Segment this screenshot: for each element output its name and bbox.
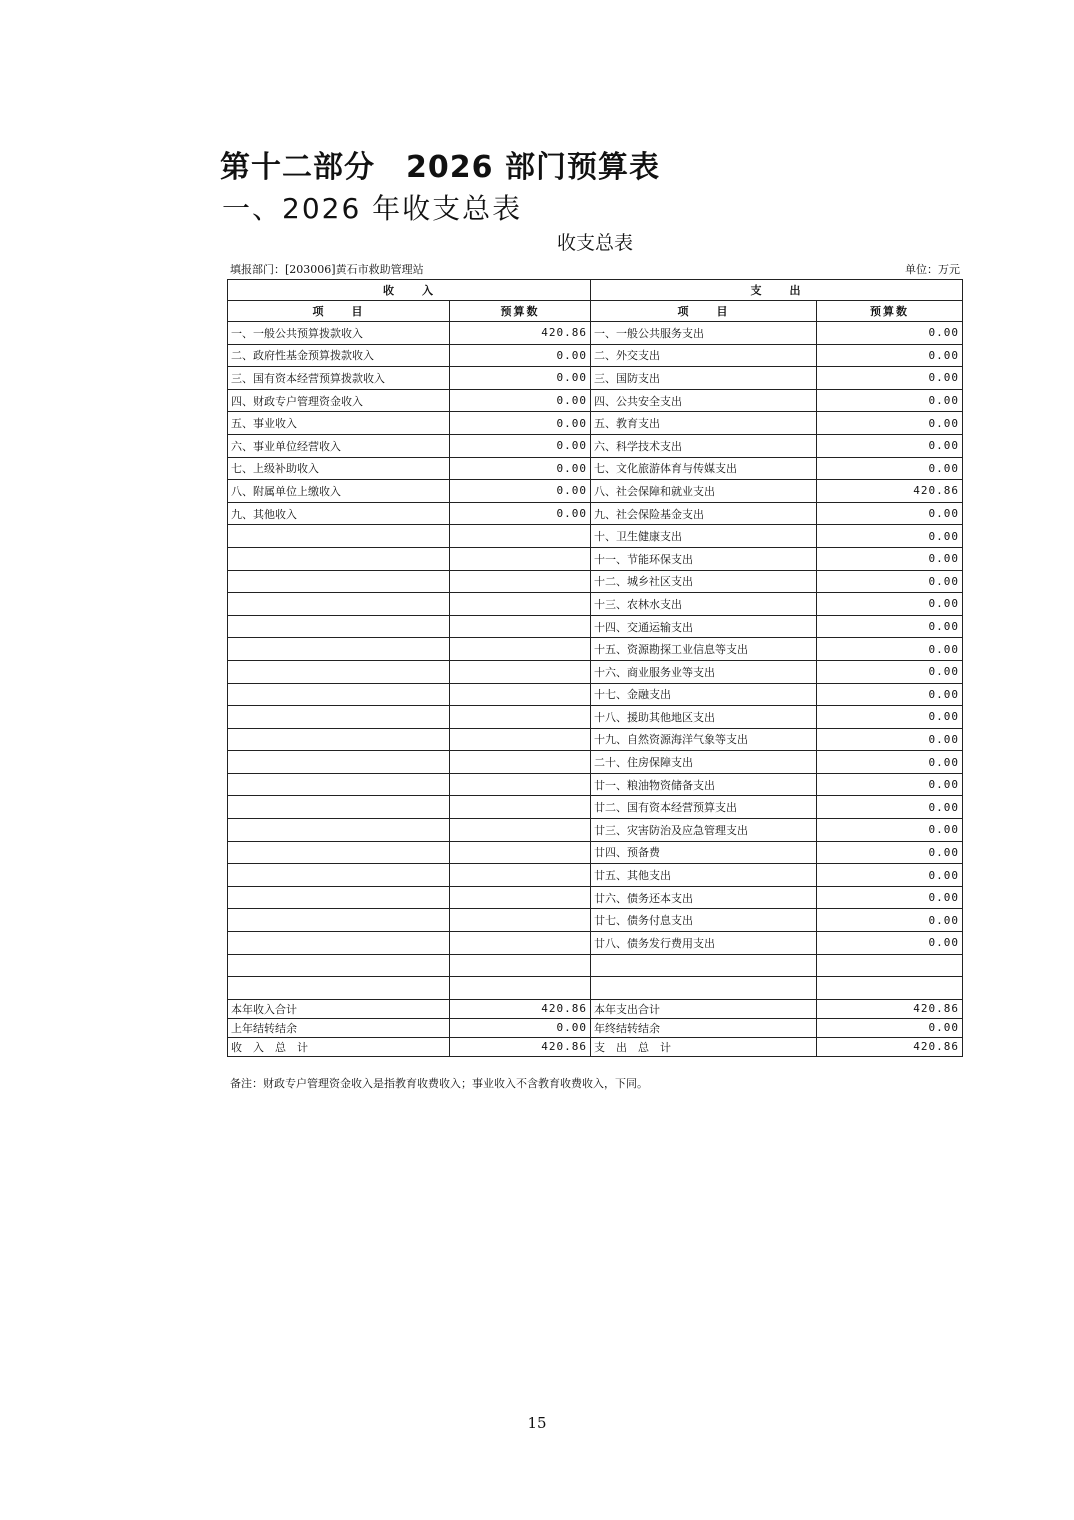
expense-amount-cell: 0.00 bbox=[817, 570, 963, 593]
income-amount-cell: 0.00 bbox=[450, 1018, 591, 1037]
table-row bbox=[228, 525, 963, 548]
expense-item-cell bbox=[591, 954, 817, 977]
expense-item-cell: 二十、住房保障支出 bbox=[591, 751, 817, 774]
income-item-cell bbox=[228, 796, 450, 819]
expense-amount-cell bbox=[817, 977, 963, 1000]
income-item-cell bbox=[228, 547, 450, 570]
expense-item-cell: 三、国防支出 bbox=[591, 367, 817, 390]
table-row bbox=[228, 819, 963, 842]
expense-amount-cell: 0.00 bbox=[817, 864, 963, 887]
expense-item-cell: 廿二、国有资本经营预算支出 bbox=[591, 796, 817, 819]
income-amount-cell bbox=[450, 751, 591, 774]
income-item-cell bbox=[228, 570, 450, 593]
department-label: 填报部门：[203006]黄石市救助管理站 bbox=[230, 263, 424, 276]
expense-amount-cell: 0.00 bbox=[817, 525, 963, 548]
expense-amount-cell: 0.00 bbox=[817, 909, 963, 932]
income-amount-cell bbox=[450, 615, 591, 638]
income-item-cell: 三、国有资本经营预算拨款收入 bbox=[228, 367, 450, 390]
income-amount-cell: 0.00 bbox=[450, 502, 591, 525]
income-item-cell bbox=[228, 660, 450, 683]
expense-item-cell: 廿一、粮油物资储备支出 bbox=[591, 773, 817, 796]
income-item-cell bbox=[228, 706, 450, 729]
expense-amount-cell: 0.00 bbox=[817, 683, 963, 706]
expense-amount-cell: 0.00 bbox=[817, 412, 963, 435]
income-amount-cell bbox=[450, 841, 591, 864]
page-number: 15 bbox=[527, 1414, 547, 1432]
expense-amount-cell: 0.00 bbox=[817, 796, 963, 819]
income-item-cell bbox=[228, 841, 450, 864]
income-item-cell bbox=[228, 593, 450, 616]
income-item-cell: 四、财政专户管理资金收入 bbox=[228, 389, 450, 412]
expense-amount-cell: 0.00 bbox=[817, 1018, 963, 1037]
expense-item-cell: 廿六、债务还本支出 bbox=[591, 886, 817, 909]
table-row bbox=[228, 434, 963, 457]
income-item-cell bbox=[228, 819, 450, 842]
income-amount-header: 预算数 bbox=[450, 301, 591, 322]
expense-item-cell: 四、公共安全支出 bbox=[591, 389, 817, 412]
income-item-cell bbox=[228, 932, 450, 955]
table-row bbox=[228, 954, 963, 977]
income-amount-cell bbox=[450, 864, 591, 887]
expense-item-cell: 十、卫生健康支出 bbox=[591, 525, 817, 548]
income-amount-cell: 0.00 bbox=[450, 480, 591, 503]
income-item-cell bbox=[228, 683, 450, 706]
income-amount-cell: 420.86 bbox=[450, 999, 591, 1018]
table-title: 收支总表 bbox=[556, 232, 633, 254]
income-amount-cell bbox=[450, 954, 591, 977]
table-row bbox=[228, 683, 963, 706]
table-row bbox=[228, 706, 963, 729]
income-item-cell bbox=[228, 773, 450, 796]
table-row bbox=[228, 773, 963, 796]
income-item-cell: 一、一般公共预算拨款收入 bbox=[228, 322, 450, 345]
table-header-group bbox=[228, 280, 963, 301]
table-header-columns bbox=[228, 301, 963, 322]
income-item-cell: 九、其他收入 bbox=[228, 502, 450, 525]
table-row bbox=[228, 322, 963, 345]
expense-amount-header: 预算数 bbox=[817, 301, 963, 322]
income-header: 收 入 bbox=[228, 280, 591, 301]
table-row bbox=[228, 638, 963, 661]
income-item-cell bbox=[228, 525, 450, 548]
income-item-cell bbox=[228, 886, 450, 909]
expense-item-cell: 廿五、其他支出 bbox=[591, 864, 817, 887]
expense-item-cell: 廿三、灾害防治及应急管理支出 bbox=[591, 819, 817, 842]
income-amount-cell bbox=[450, 932, 591, 955]
expense-item-cell: 一、一般公共服务支出 bbox=[591, 322, 817, 345]
table-row bbox=[228, 864, 963, 887]
expense-amount-cell: 0.00 bbox=[817, 434, 963, 457]
expense-amount-cell: 0.00 bbox=[817, 660, 963, 683]
income-amount-cell: 0.00 bbox=[450, 412, 591, 435]
income-item-cell bbox=[228, 728, 450, 751]
expense-item-cell: 十九、自然资源海洋气象等支出 bbox=[591, 728, 817, 751]
footnote: 备注：财政专户管理资金收入是指教育收费收入；事业收入不含教育收费收入，下同。 bbox=[230, 1077, 648, 1090]
table-row bbox=[228, 909, 963, 932]
income-item-cell: 收 入 总 计 bbox=[228, 1037, 450, 1056]
income-amount-cell bbox=[450, 547, 591, 570]
table-row bbox=[228, 570, 963, 593]
total-row bbox=[228, 999, 963, 1018]
table-row bbox=[228, 728, 963, 751]
expense-amount-cell: 0.00 bbox=[817, 322, 963, 345]
expense-amount-cell: 0.00 bbox=[817, 819, 963, 842]
table-row bbox=[228, 344, 963, 367]
expense-amount-cell: 0.00 bbox=[817, 773, 963, 796]
income-amount-cell: 0.00 bbox=[450, 367, 591, 390]
table-row bbox=[228, 615, 963, 638]
table-row bbox=[228, 412, 963, 435]
income-amount-cell bbox=[450, 660, 591, 683]
income-amount-cell bbox=[450, 909, 591, 932]
expense-amount-cell: 0.00 bbox=[817, 615, 963, 638]
expense-item-cell: 九、社会保险基金支出 bbox=[591, 502, 817, 525]
income-item-cell bbox=[228, 615, 450, 638]
income-amount-cell bbox=[450, 706, 591, 729]
table-row bbox=[228, 367, 963, 390]
table-row bbox=[228, 796, 963, 819]
table-row bbox=[228, 457, 963, 480]
expense-item-cell: 支 出 总 计 bbox=[591, 1037, 817, 1056]
expense-amount-cell: 0.00 bbox=[817, 638, 963, 661]
expense-header: 支 出 bbox=[591, 280, 963, 301]
expense-item-header: 项 目 bbox=[591, 301, 817, 322]
income-amount-cell bbox=[450, 593, 591, 616]
income-amount-cell bbox=[450, 683, 591, 706]
budget-table bbox=[227, 279, 963, 1057]
income-item-cell bbox=[228, 864, 450, 887]
income-amount-cell: 420.86 bbox=[450, 1037, 591, 1056]
table-row bbox=[228, 502, 963, 525]
income-item-cell: 本年收入合计 bbox=[228, 999, 450, 1018]
expense-item-cell: 二、外交支出 bbox=[591, 344, 817, 367]
table-row bbox=[228, 886, 963, 909]
expense-item-cell: 十三、农林水支出 bbox=[591, 593, 817, 616]
expense-amount-cell: 0.00 bbox=[817, 728, 963, 751]
expense-item-cell: 本年支出合计 bbox=[591, 999, 817, 1018]
expense-amount-cell: 0.00 bbox=[817, 389, 963, 412]
expense-amount-cell: 420.86 bbox=[817, 999, 963, 1018]
table-row bbox=[228, 389, 963, 412]
income-amount-cell: 0.00 bbox=[450, 389, 591, 412]
expense-item-cell bbox=[591, 977, 817, 1000]
income-item-cell: 上年结转结余 bbox=[228, 1018, 450, 1037]
income-amount-cell: 0.00 bbox=[450, 434, 591, 457]
income-item-cell: 二、政府性基金预算拨款收入 bbox=[228, 344, 450, 367]
budget-table-body bbox=[228, 280, 963, 1057]
expense-amount-cell: 0.00 bbox=[817, 886, 963, 909]
income-item-cell bbox=[228, 954, 450, 977]
expense-amount-cell: 0.00 bbox=[817, 841, 963, 864]
income-item-cell: 六、事业单位经营收入 bbox=[228, 434, 450, 457]
total-row bbox=[228, 1018, 963, 1037]
expense-amount-cell: 0.00 bbox=[817, 457, 963, 480]
income-amount-cell bbox=[450, 773, 591, 796]
income-item-cell bbox=[228, 638, 450, 661]
expense-item-cell: 廿八、债务发行费用支出 bbox=[591, 932, 817, 955]
table-row bbox=[228, 593, 963, 616]
expense-item-cell: 六、科学技术支出 bbox=[591, 434, 817, 457]
table-row bbox=[228, 547, 963, 570]
income-amount-cell bbox=[450, 728, 591, 751]
income-item-cell bbox=[228, 909, 450, 932]
income-amount-cell: 0.00 bbox=[450, 457, 591, 480]
subsection-heading: 一、2026 年收支总表 bbox=[222, 192, 523, 225]
expense-item-cell: 十七、金融支出 bbox=[591, 683, 817, 706]
expense-amount-cell: 0.00 bbox=[817, 593, 963, 616]
total-row bbox=[228, 1037, 963, 1056]
table-row bbox=[228, 841, 963, 864]
unit-label: 单位：万元 bbox=[905, 263, 960, 276]
income-amount-cell bbox=[450, 886, 591, 909]
income-amount-cell bbox=[450, 977, 591, 1000]
income-item-cell: 八、附属单位上缴收入 bbox=[228, 480, 450, 503]
table-row bbox=[228, 660, 963, 683]
expense-amount-cell bbox=[817, 954, 963, 977]
income-item-cell bbox=[228, 977, 450, 1000]
expense-item-cell: 廿四、预备费 bbox=[591, 841, 817, 864]
income-item-cell: 七、上级补助收入 bbox=[228, 457, 450, 480]
expense-item-cell: 七、文化旅游体育与传媒支出 bbox=[591, 457, 817, 480]
expense-item-cell: 十二、城乡社区支出 bbox=[591, 570, 817, 593]
income-amount-cell: 0.00 bbox=[450, 344, 591, 367]
expense-amount-cell: 420.86 bbox=[817, 1037, 963, 1056]
expense-amount-cell: 0.00 bbox=[817, 367, 963, 390]
table-row bbox=[228, 977, 963, 1000]
expense-amount-cell: 0.00 bbox=[817, 502, 963, 525]
expense-amount-cell: 0.00 bbox=[817, 344, 963, 367]
income-item-cell: 五、事业收入 bbox=[228, 412, 450, 435]
table-row bbox=[228, 480, 963, 503]
table-row bbox=[228, 932, 963, 955]
income-amount-cell bbox=[450, 819, 591, 842]
expense-item-cell: 廿七、债务付息支出 bbox=[591, 909, 817, 932]
expense-amount-cell: 420.86 bbox=[817, 480, 963, 503]
expense-amount-cell: 0.00 bbox=[817, 932, 963, 955]
income-item-cell bbox=[228, 751, 450, 774]
expense-amount-cell: 0.00 bbox=[817, 547, 963, 570]
expense-item-cell: 十一、节能环保支出 bbox=[591, 547, 817, 570]
income-item-header: 项 目 bbox=[228, 301, 450, 322]
section-heading: 第十二部分 2026 部门预算表 bbox=[220, 150, 660, 185]
expense-amount-cell: 0.00 bbox=[817, 706, 963, 729]
income-amount-cell bbox=[450, 638, 591, 661]
income-amount-cell bbox=[450, 570, 591, 593]
expense-amount-cell: 0.00 bbox=[817, 751, 963, 774]
expense-item-cell: 八、社会保障和就业支出 bbox=[591, 480, 817, 503]
expense-item-cell: 十五、资源勘探工业信息等支出 bbox=[591, 638, 817, 661]
expense-item-cell: 十八、援助其他地区支出 bbox=[591, 706, 817, 729]
income-amount-cell: 420.86 bbox=[450, 322, 591, 345]
expense-item-cell: 五、教育支出 bbox=[591, 412, 817, 435]
table-row bbox=[228, 751, 963, 774]
expense-item-cell: 十六、商业服务业等支出 bbox=[591, 660, 817, 683]
expense-item-cell: 十四、交通运输支出 bbox=[591, 615, 817, 638]
expense-item-cell: 年终结转结余 bbox=[591, 1018, 817, 1037]
income-amount-cell bbox=[450, 796, 591, 819]
income-amount-cell bbox=[450, 525, 591, 548]
